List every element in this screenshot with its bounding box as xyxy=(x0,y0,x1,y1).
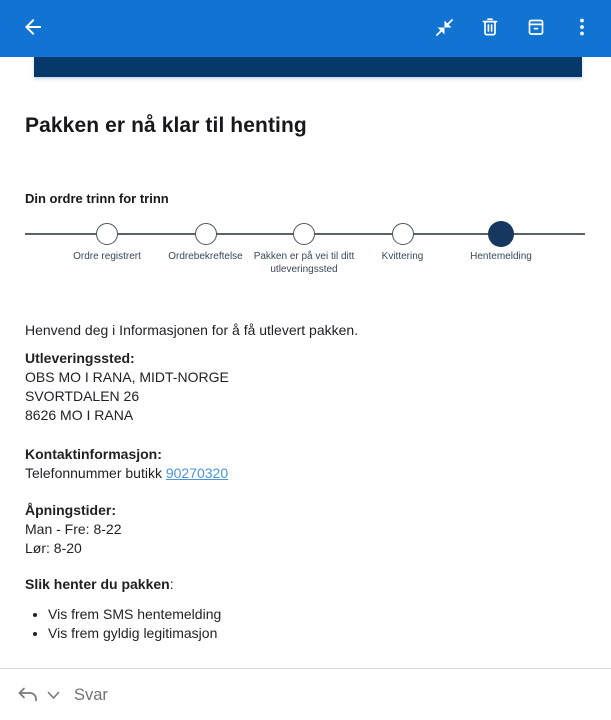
archive-box-icon xyxy=(524,15,548,42)
intro-text: Henvend deg i Informasjonen for å få utlevert pakken. xyxy=(25,322,359,338)
step-circle xyxy=(293,223,315,245)
bullet-item: • Vis frem gyldig legitimasjon xyxy=(48,624,586,643)
reply-button[interactable] xyxy=(16,685,108,707)
delete-button[interactable] xyxy=(477,16,503,42)
bullet-item: • Vis frem SMS hentemelding xyxy=(48,605,586,624)
reply-label: Svar xyxy=(74,686,108,704)
address-line: 8626 MO I RANA xyxy=(25,407,134,423)
reply-bar xyxy=(0,669,611,720)
phone-link[interactable]: 90270320 xyxy=(165,465,229,481)
hours-line: Man - Fre: 8-22 xyxy=(25,521,122,537)
step-label: Ordre registrert xyxy=(73,251,141,262)
reply-arrow-icon xyxy=(16,685,40,707)
address-line: SVORTDALEN 26 xyxy=(25,388,140,404)
archive-button[interactable] xyxy=(523,16,549,42)
hours-line: Lør: 8-20 xyxy=(25,540,82,556)
address-line: OBS MO I RANA, MIDT-NORGE xyxy=(25,369,229,385)
order-stepper xyxy=(25,221,586,277)
step-circle-active xyxy=(488,221,514,247)
pickup-bullet-list xyxy=(25,605,586,643)
phone-line-prefix: Telefonnummer butikk xyxy=(25,465,166,481)
step-item-hentemelding xyxy=(436,221,566,264)
email-title: Pakken er nå klar til henting xyxy=(25,114,307,137)
trash-can-icon xyxy=(478,15,502,42)
contact-heading: Kontaktinformasjon: xyxy=(25,446,162,462)
pickup-heading-colon: : xyxy=(169,576,174,592)
step-circle xyxy=(392,223,414,245)
chevron-down-icon[interactable] xyxy=(47,691,60,700)
email-body xyxy=(0,113,611,643)
phone-line xyxy=(25,464,586,483)
pickup-heading-bold: Slik henter du pakken xyxy=(25,576,170,592)
delivery-section xyxy=(25,349,586,425)
pickup-instructions-section xyxy=(25,575,586,643)
step-label: Kvittering xyxy=(381,251,424,262)
step-circle xyxy=(96,223,118,245)
collapse-button[interactable] xyxy=(431,16,457,42)
step-label: Hentemelding xyxy=(470,251,532,262)
pickup-heading xyxy=(25,575,586,594)
step-circle xyxy=(195,223,217,245)
back-button[interactable] xyxy=(20,16,46,42)
three-dot-menu-icon xyxy=(570,15,594,42)
email-header-banner xyxy=(34,57,582,77)
step-label: Pakken er på vei til ditt utleveringssted xyxy=(253,251,355,275)
contact-section xyxy=(25,445,586,483)
hours-heading: Åpningstider: xyxy=(25,502,116,518)
app-bar xyxy=(0,0,611,57)
opening-hours-section xyxy=(25,501,586,558)
arrow-left-icon xyxy=(21,15,45,42)
overflow-menu-button[interactable] xyxy=(569,16,595,42)
stepper-heading: Din ordre trinn for trinn xyxy=(25,191,169,206)
collapse-diagonal-arrows-icon xyxy=(434,17,455,41)
delivery-heading: Utleveringssted: xyxy=(25,350,135,366)
step-label: Ordrebekreftelse xyxy=(168,251,243,262)
